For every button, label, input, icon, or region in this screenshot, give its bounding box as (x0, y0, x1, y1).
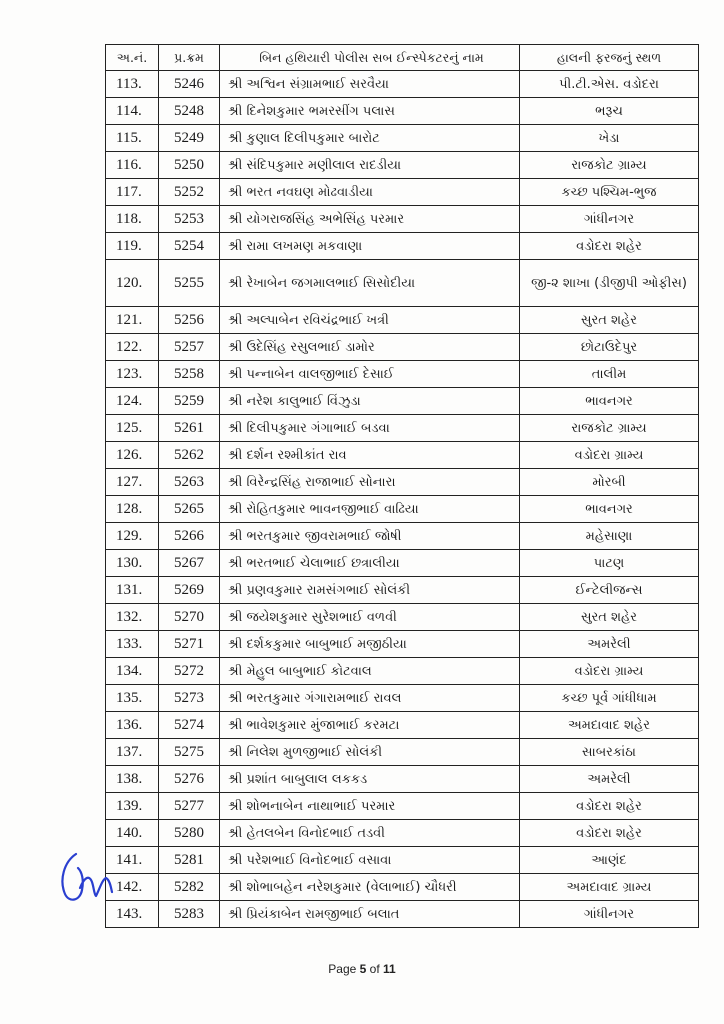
serial-number-cell: 128. (106, 496, 159, 523)
footer-page-current: 5 (359, 962, 367, 976)
sequence-number-cell: 5267 (159, 550, 220, 577)
table-row (106, 260, 699, 307)
sequence-number-cell: 5276 (159, 766, 220, 793)
serial-number-cell: 126. (106, 442, 159, 469)
officer-name-cell: શ્રી અશ્વિન સંગ્રામભાઈ સરવૈયા (220, 71, 520, 98)
table-row (106, 388, 699, 415)
current-posting-cell: ભાવનગર (520, 496, 699, 523)
serial-number-cell: 115. (106, 125, 159, 152)
officer-name-cell: શ્રી ભરતકુમાર જીવરામભાઈ જોષી (220, 523, 520, 550)
serial-number-cell: 125. (106, 415, 159, 442)
serial-number-cell: 114. (106, 98, 159, 125)
footer-of-label: of (369, 962, 380, 976)
officer-name-cell: શ્રી દર્શન રશ્મીકાંત રાવ (220, 442, 520, 469)
current-posting-cell: સાબરકાંઠા (520, 739, 699, 766)
current-posting-cell: રાજકોટ ગ્રામ્ય (520, 415, 699, 442)
sequence-number-cell: 5256 (159, 307, 220, 334)
current-posting-cell: મહેસાણા (520, 523, 699, 550)
officer-name-cell: શ્રી શોભનાબેન નાથાભાઈ પરમાર (220, 793, 520, 820)
sequence-number-cell: 5262 (159, 442, 220, 469)
serial-number-cell: 117. (106, 179, 159, 206)
serial-number-cell: 113. (106, 71, 159, 98)
table-row (106, 820, 699, 847)
officer-name-cell: શ્રી દિલીપકુમાર ગંગાભાઈ બડવા (220, 415, 520, 442)
table-row (106, 550, 699, 577)
table-body (106, 71, 699, 928)
footer-page-label: Page (328, 962, 357, 976)
serial-number-cell: 132. (106, 604, 159, 631)
table-row (106, 233, 699, 260)
table-row (106, 847, 699, 874)
sequence-number-cell: 5281 (159, 847, 220, 874)
table-row (106, 712, 699, 739)
serial-number-cell: 123. (106, 361, 159, 388)
table-row (106, 685, 699, 712)
officer-name-cell: શ્રી પન્નાબેન વાલજીભાઈ દેસાઈ (220, 361, 520, 388)
serial-number-cell: 140. (106, 820, 159, 847)
sequence-number-cell: 5277 (159, 793, 220, 820)
table-row (106, 307, 699, 334)
footer-page-total: 11 (383, 962, 396, 976)
serial-number-cell: 124. (106, 388, 159, 415)
table-row (106, 179, 699, 206)
serial-number-cell: 118. (106, 206, 159, 233)
officer-name-cell: શ્રી રોહિતકુમાર ભાવનજીભાઈ વાઢિયા (220, 496, 520, 523)
table-row (106, 152, 699, 179)
table-row (106, 577, 699, 604)
header-serial-number: અ.નં. (106, 45, 159, 71)
table-header-row (106, 45, 699, 71)
officer-name-cell: શ્રી નરેશ કાલુભાઈ વિંઝુડા (220, 388, 520, 415)
current-posting-cell: છોટાઉદેપુર (520, 334, 699, 361)
sequence-number-cell: 5249 (159, 125, 220, 152)
sequence-number-cell: 5254 (159, 233, 220, 260)
table-row (106, 125, 699, 152)
officer-name-cell: શ્રી હેતલબેન વિનોદભાઈ તડવી (220, 820, 520, 847)
officer-name-cell: શ્રી વિરેન્દ્રસિંહ રાજાભાઈ સોનારા (220, 469, 520, 496)
table-row (106, 469, 699, 496)
current-posting-cell: ભરૂચ (520, 98, 699, 125)
officer-name-cell: શ્રી કુણાલ દિલીપકુમાર બારોટ (220, 125, 520, 152)
table-row (106, 206, 699, 233)
serial-number-cell: 138. (106, 766, 159, 793)
current-posting-cell: સુરત શહેર (520, 604, 699, 631)
serial-number-cell: 133. (106, 631, 159, 658)
sequence-number-cell: 5258 (159, 361, 220, 388)
sequence-number-cell: 5252 (159, 179, 220, 206)
header-current-posting: હાલની ફરજનું સ્થળ (520, 45, 699, 71)
officer-name-cell: શ્રી પ્રિયંકાબેન રામજીભાઈ બલાત (220, 901, 520, 928)
current-posting-cell: તાલીમ (520, 361, 699, 388)
officer-name-cell: શ્રી દિનેશકુમાર ભમરસીંગ પલાસ (220, 98, 520, 125)
current-posting-cell: વડોદરા શહેર (520, 233, 699, 260)
table-row (106, 496, 699, 523)
officer-name-cell: શ્રી રામા લખમણ મકવાણા (220, 233, 520, 260)
officer-name-cell: શ્રી મેહુલ બાબુભાઈ કોટવાલ (220, 658, 520, 685)
sequence-number-cell: 5271 (159, 631, 220, 658)
sequence-number-cell: 5283 (159, 901, 220, 928)
officer-name-cell: શ્રી યોગરાજસિંહ અભેસિંહ પરમાર (220, 206, 520, 233)
header-sequence-number: પ્ર.ક્રમ (159, 45, 220, 71)
sequence-number-cell: 5246 (159, 71, 220, 98)
current-posting-cell: ગાંધીનગર (520, 206, 699, 233)
table-row (106, 901, 699, 928)
table-row (106, 523, 699, 550)
table-row (106, 415, 699, 442)
current-posting-cell: અમદાવાદ ગ્રામ્ય (520, 874, 699, 901)
officer-name-cell: શ્રી પ્રશાંત બાબુલાલ લકકડ (220, 766, 520, 793)
table-row (106, 739, 699, 766)
sequence-number-cell: 5255 (159, 260, 220, 307)
sequence-number-cell: 5248 (159, 98, 220, 125)
serial-number-cell: 119. (106, 233, 159, 260)
current-posting-cell: ખેડા (520, 125, 699, 152)
officer-name-cell: શ્રી પ્રણવકુમાર રામસંગભાઈ સોલંકી (220, 577, 520, 604)
current-posting-cell: અમરેલી (520, 766, 699, 793)
current-posting-cell: વડોદરા ગ્રામ્ય (520, 442, 699, 469)
serial-number-cell: 136. (106, 712, 159, 739)
table-row (106, 442, 699, 469)
current-posting-cell: અમરેલી (520, 631, 699, 658)
officer-name-cell: શ્રી ઉદેસિંહ રસુલભાઈ ડામોર (220, 334, 520, 361)
serial-number-cell: 116. (106, 152, 159, 179)
table-row (106, 793, 699, 820)
sequence-number-cell: 5261 (159, 415, 220, 442)
officer-name-cell: શ્રી ભરતકુમાર ગંગારામભાઈ રાવલ (220, 685, 520, 712)
table-row (106, 874, 699, 901)
sequence-number-cell: 5253 (159, 206, 220, 233)
serial-number-cell: 127. (106, 469, 159, 496)
personnel-table (105, 44, 699, 928)
table-row (106, 334, 699, 361)
current-posting-cell: વડોદરા શહેર (520, 793, 699, 820)
serial-number-cell: 120. (106, 260, 159, 307)
current-posting-cell: જી-૨ શાખા (ડીજીપી ઓફીસ) (520, 260, 699, 307)
serial-number-cell: 139. (106, 793, 159, 820)
serial-number-cell: 131. (106, 577, 159, 604)
sequence-number-cell: 5270 (159, 604, 220, 631)
current-posting-cell: વડોદરા ગ્રામ્ય (520, 658, 699, 685)
table-row (106, 766, 699, 793)
officer-name-cell: શ્રી દર્શકકુમાર બાબુભાઈ મજીઠીયા (220, 631, 520, 658)
current-posting-cell: વડોદરા શહેર (520, 820, 699, 847)
sequence-number-cell: 5274 (159, 712, 220, 739)
current-posting-cell: કચ્છ પશ્ચિમ-ભુજ (520, 179, 699, 206)
officer-name-cell: શ્રી નિલેશ મુળજીભાઈ સોલંકી (220, 739, 520, 766)
current-posting-cell: રાજકોટ ગ્રામ્ય (520, 152, 699, 179)
officer-name-cell: શ્રી જયેશકુમાર સુરેશભાઈ વળવી (220, 604, 520, 631)
sequence-number-cell: 5263 (159, 469, 220, 496)
current-posting-cell: પી.ટી.એસ. વડોદરા (520, 71, 699, 98)
serial-number-cell: 122. (106, 334, 159, 361)
sequence-number-cell: 5272 (159, 658, 220, 685)
serial-number-cell: 130. (106, 550, 159, 577)
officer-name-cell: શ્રી રેખાબેન જગમાલભાઈ સિસોદીયા (220, 260, 520, 307)
current-posting-cell: સુરત શહેર (520, 307, 699, 334)
serial-number-cell: 143. (106, 901, 159, 928)
sequence-number-cell: 5273 (159, 685, 220, 712)
officer-name-cell: શ્રી પરેશભાઈ વિનોદભાઈ વસાવા (220, 847, 520, 874)
table-row (106, 98, 699, 125)
serial-number-cell: 134. (106, 658, 159, 685)
current-posting-cell: કચ્છ પૂર્વ ગાંધીધામ (520, 685, 699, 712)
sequence-number-cell: 5269 (159, 577, 220, 604)
serial-number-cell: 121. (106, 307, 159, 334)
table-row (106, 631, 699, 658)
serial-number-cell: 142. (106, 874, 159, 901)
serial-number-cell: 141. (106, 847, 159, 874)
sequence-number-cell: 5250 (159, 152, 220, 179)
header-officer-name: બિન હથિયારી પોલીસ સબ ઈન્સ્પેકટરનું નામ (220, 45, 520, 71)
table-row (106, 361, 699, 388)
current-posting-cell: ઈન્ટેલીજન્સ (520, 577, 699, 604)
current-posting-cell: પાટણ (520, 550, 699, 577)
sequence-number-cell: 5280 (159, 820, 220, 847)
sequence-number-cell: 5259 (159, 388, 220, 415)
officer-name-cell: શ્રી શોભાબહેન નરેશકુમાર (વેલાભાઈ) ચૌધરી (220, 874, 520, 901)
current-posting-cell: મોરબી (520, 469, 699, 496)
officer-name-cell: શ્રી અલ્પાબેન રવિચંદ્રભાઈ ખત્રી (220, 307, 520, 334)
sequence-number-cell: 5266 (159, 523, 220, 550)
current-posting-cell: આણંદ (520, 847, 699, 874)
signature-scribble (56, 848, 114, 910)
officer-name-cell: શ્રી ભાવેશકુમાર મુંજાભાઈ કરમટા (220, 712, 520, 739)
officer-name-cell: શ્રી ભરતભાઈ ચેલાભાઈ છત્રાલીયા (220, 550, 520, 577)
page-footer (0, 962, 724, 976)
current-posting-cell: ભાવનગર (520, 388, 699, 415)
officer-name-cell: શ્રી સંદિપકુમાર મણીલાલ રાદડીયા (220, 152, 520, 179)
sequence-number-cell: 5282 (159, 874, 220, 901)
sequence-number-cell: 5257 (159, 334, 220, 361)
sequence-number-cell: 5275 (159, 739, 220, 766)
officer-name-cell: શ્રી ભરત નવઘણ મોઢવાડીયા (220, 179, 520, 206)
table-row (106, 71, 699, 98)
serial-number-cell: 135. (106, 685, 159, 712)
current-posting-cell: ગાંધીનગર (520, 901, 699, 928)
table-row (106, 604, 699, 631)
serial-number-cell: 137. (106, 739, 159, 766)
serial-number-cell: 129. (106, 523, 159, 550)
sequence-number-cell: 5265 (159, 496, 220, 523)
current-posting-cell: અમદાવાદ શહેર (520, 712, 699, 739)
table-row (106, 658, 699, 685)
